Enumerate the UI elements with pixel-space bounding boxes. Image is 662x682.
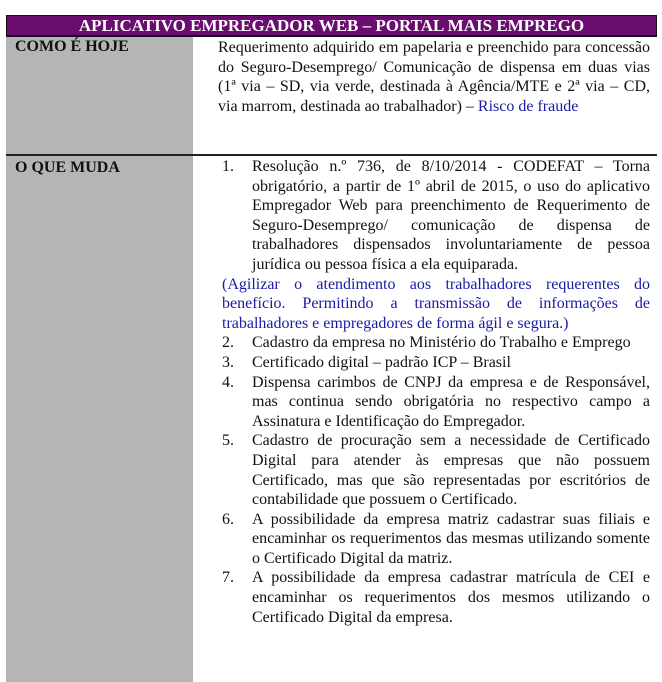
list-item-number: 2. <box>222 334 234 352</box>
changes-list <box>222 157 650 627</box>
text-separator: – <box>461 97 478 115</box>
list-item-text: Dispensa carimbos de CNPJ da empresa e de Responsável, mas continua sendo obrigatória no respectivo campo a Assinatura e Identificação do Empregador. <box>252 373 650 430</box>
list-item-number: 3. <box>222 353 234 371</box>
row-label-como-e-hoje: COMO É HOJE <box>15 38 129 55</box>
como-e-hoje-description: Requerimento adquirido em papelaria e preenchido para concessão do Seguro-Desemprego/ Comunicação de dispensa em duas vias (1ª via – SD, via verde, destinada à Agência/MTE e 2ª via – CD, via marrom, destinada ao trabalhador) <box>218 39 650 115</box>
list-item <box>222 333 650 353</box>
list-item-text: Certificado digital – padrão ICP – Brasil <box>252 353 511 371</box>
benefit-note: (Agilizar o atendimento aos trabalhadores requerentes do benefício. Permitindo a transmissão de informações de trabalhadores e empregadores de forma ágil e segura.) <box>222 275 650 332</box>
como-e-hoje-text <box>218 38 650 116</box>
label-column <box>6 37 193 682</box>
list-item-number: 1. <box>222 158 234 175</box>
list-item <box>222 431 650 509</box>
list-item <box>222 373 650 432</box>
list-item-number: 4. <box>222 373 234 391</box>
list-item-text: Cadastro de procuração sem a necessidade de Certificado Digital para atender às empresas que não possuem Certificado, mas que são representadas por escritórios de contabilidade que possuem o Certificado. <box>252 432 650 509</box>
list-item-number: 6. <box>222 510 234 528</box>
row-label-o-que-muda: O QUE MUDA <box>15 159 120 176</box>
page-title: APLICATIVO EMPREGADOR WEB – PORTAL MAIS EMPREGO <box>6 15 657 37</box>
benefit-note-item <box>222 275 650 334</box>
list-item-text: A possibilidade da empresa cadastrar matrícula de CEI e encaminhar os requerimentos dos mesmos utilizando o Certificado Digital da empresa. <box>252 569 650 626</box>
list-item-text: A possibilidade da empresa matriz cadastrar suas filiais e encaminhar os requerimentos das mesmas utilizando somente o Certificado Digital da matriz. <box>252 510 650 567</box>
list-item <box>222 353 650 373</box>
list-item-text: Resolução n.º 736, de 8/10/2014 - CODEFAT – Torna obrigatório, a partir de 1º abril de 2015, o uso do aplicativo Empregador Web para preenchimento de Requerimento de Seguro-Desemprego/ comunicação de dispensa de trabalhadores dispensados involuntariamente de pessoa jurídica ou pessoa física a ela equiparada. <box>252 158 650 273</box>
list-item <box>222 510 650 569</box>
list-item-text: Cadastro da empresa no Ministério do Trabalho e Emprego <box>252 334 631 352</box>
list-item <box>222 568 650 627</box>
list-item-number: 5. <box>222 432 234 450</box>
list-item <box>222 157 650 275</box>
row-divider <box>6 154 657 156</box>
risk-highlight: Risco de fraude <box>477 97 579 115</box>
list-item-number: 7. <box>222 569 234 587</box>
